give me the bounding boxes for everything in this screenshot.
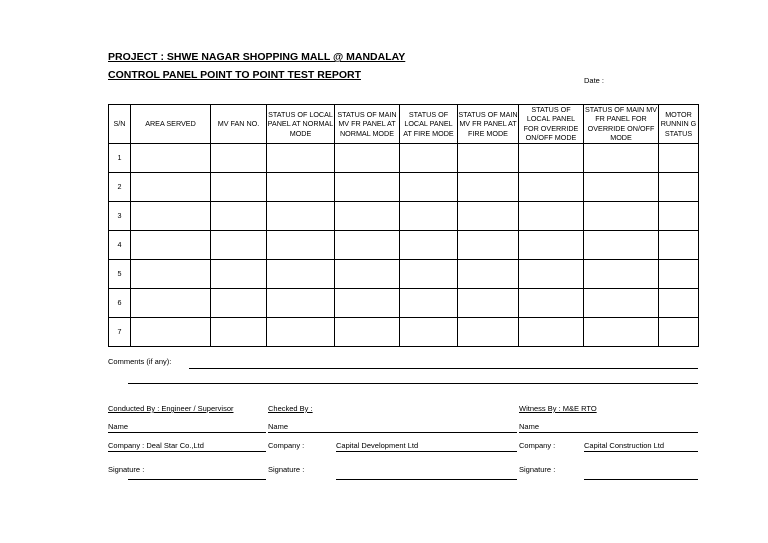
table-cell[interactable] (400, 288, 458, 317)
table-cell[interactable] (519, 317, 584, 346)
name-label-mid: Name (268, 422, 289, 431)
conducted-by-label: Conducted By : Engineer / Supervisor (108, 404, 234, 413)
table-row (109, 230, 699, 259)
table-cell[interactable] (267, 288, 335, 317)
table-cell[interactable] (584, 259, 659, 288)
col-motor-status-header: MOTOR RUNNIN G STATUS (659, 105, 699, 144)
table-cell[interactable] (659, 201, 699, 230)
checked-by-label: Checked By : (268, 404, 313, 413)
table-cell[interactable] (458, 288, 519, 317)
row-number: 1 (109, 143, 131, 172)
table-header-row (109, 105, 699, 144)
table-cell[interactable] (659, 172, 699, 201)
company-label-mid: Company : (268, 441, 305, 450)
table-row (109, 172, 699, 201)
table-cell[interactable] (267, 172, 335, 201)
company-left: Company : Deal Star Co.,Ltd (108, 441, 204, 450)
table-cell[interactable] (335, 230, 400, 259)
table-cell[interactable] (335, 172, 400, 201)
signature-line-left[interactable] (128, 479, 266, 480)
table-cell[interactable] (267, 317, 335, 346)
table-cell[interactable] (335, 143, 400, 172)
test-report-table (108, 104, 699, 347)
table-cell[interactable] (584, 201, 659, 230)
signature-label-right: Signature : (519, 465, 556, 474)
table-cell[interactable] (519, 288, 584, 317)
table-cell[interactable] (335, 259, 400, 288)
name-line-right[interactable] (519, 432, 698, 433)
row-number: 2 (109, 172, 131, 201)
table-cell[interactable] (131, 201, 211, 230)
table-cell[interactable] (267, 143, 335, 172)
table-cell[interactable] (400, 317, 458, 346)
table-cell[interactable] (211, 288, 267, 317)
table-cell[interactable] (335, 201, 400, 230)
table-row (109, 201, 699, 230)
table-cell[interactable] (400, 259, 458, 288)
col-local-normal-header: STATUS OF LOCAL PANEL AT NORMAL MODE (267, 105, 335, 144)
row-number: 4 (109, 230, 131, 259)
company-right-value: Capital Construction Ltd (584, 441, 665, 450)
col-sn-header: S/N (109, 105, 131, 144)
col-mv-fan-no-header: MV FAN NO. (211, 105, 267, 144)
table-cell[interactable] (458, 259, 519, 288)
table-cell[interactable] (131, 317, 211, 346)
table-cell[interactable] (267, 201, 335, 230)
table-cell[interactable] (584, 172, 659, 201)
name-line-left[interactable] (108, 432, 266, 433)
table-cell[interactable] (211, 172, 267, 201)
row-number: 3 (109, 201, 131, 230)
table-cell[interactable] (211, 230, 267, 259)
table-cell[interactable] (335, 317, 400, 346)
company-line-right[interactable] (584, 451, 698, 452)
table-cell[interactable] (211, 143, 267, 172)
table-cell[interactable] (584, 230, 659, 259)
table-cell[interactable] (659, 143, 699, 172)
signature-line-right[interactable] (584, 479, 698, 480)
table-cell[interactable] (267, 259, 335, 288)
table-cell[interactable] (458, 172, 519, 201)
company-line-mid[interactable] (336, 451, 517, 452)
table-row (109, 288, 699, 317)
comments-line-2[interactable] (128, 383, 698, 384)
row-number: 6 (109, 288, 131, 317)
table-cell[interactable] (519, 172, 584, 201)
table-row (109, 317, 699, 346)
name-label-left: Name (108, 422, 129, 431)
table-cell[interactable] (131, 143, 211, 172)
table-cell[interactable] (519, 201, 584, 230)
report-title: CONTROL PANEL POINT TO POINT TEST REPORT (108, 69, 361, 81)
table-row (109, 143, 699, 172)
table-cell[interactable] (131, 288, 211, 317)
project-title: PROJECT : SHWE NAGAR SHOPPING MALL @ MANDALAY (108, 51, 406, 63)
table-cell[interactable] (211, 317, 267, 346)
table-cell[interactable] (211, 259, 267, 288)
col-main-override-header: STATUS OF MAIN MV FR PANEL FOR OVERRIDE ON/OFF MODE (584, 105, 657, 143)
table-cell[interactable] (519, 143, 584, 172)
table-cell[interactable] (458, 230, 519, 259)
table-cell[interactable] (131, 230, 211, 259)
witness-by-label: Witness By : M&E RTO (519, 404, 597, 413)
table-cell[interactable] (659, 317, 699, 346)
table-cell[interactable] (519, 259, 584, 288)
col-local-fire-header: STATUS OF LOCAL PANEL AT FIRE MODE (400, 105, 458, 144)
table-cell[interactable] (335, 288, 400, 317)
company-label-right: Company : (519, 441, 556, 450)
col-main-fire-header: STATUS OF MAIN MV FR PANEL AT FIRE MODE (458, 105, 519, 144)
date-label: Date : (584, 76, 605, 85)
table-cell[interactable] (584, 317, 659, 346)
table-cell[interactable] (400, 143, 458, 172)
table-cell[interactable] (400, 201, 458, 230)
table-cell[interactable] (659, 230, 699, 259)
name-label-right: Name (519, 422, 540, 431)
table-cell[interactable] (519, 230, 584, 259)
col-main-normal-header: STATUS OF MAIN MV FR PANEL AT NORMAL MODE (335, 105, 400, 144)
signature-label-mid: Signature : (268, 465, 305, 474)
table-cell[interactable] (400, 172, 458, 201)
table-cell[interactable] (131, 172, 211, 201)
comments-label: Comments (if any): (108, 357, 172, 366)
row-number: 7 (109, 317, 131, 346)
table-cell[interactable] (458, 317, 519, 346)
company-mid-value: Capital Development Ltd (336, 441, 419, 450)
table-cell[interactable] (584, 143, 659, 172)
table-cell[interactable] (458, 143, 519, 172)
table-cell[interactable] (584, 288, 659, 317)
col-area-served-header: AREA SERVED (131, 105, 211, 144)
table-cell[interactable] (131, 259, 211, 288)
table-cell[interactable] (659, 259, 699, 288)
table-cell[interactable] (458, 201, 519, 230)
col-local-override-header: STATUS OF LOCAL PANEL FOR OVERRIDE ON/OFF MODE (519, 105, 584, 144)
table-cell[interactable] (659, 288, 699, 317)
table-cell[interactable] (400, 230, 458, 259)
name-line-mid[interactable] (268, 432, 517, 433)
signature-label-left: Signature : (108, 465, 145, 474)
signature-line-mid[interactable] (336, 479, 517, 480)
table-cell[interactable] (267, 230, 335, 259)
table-cell[interactable] (211, 201, 267, 230)
company-line-left[interactable] (108, 451, 266, 452)
row-number: 5 (109, 259, 131, 288)
table-row (109, 259, 699, 288)
comments-line-1[interactable] (189, 368, 698, 369)
